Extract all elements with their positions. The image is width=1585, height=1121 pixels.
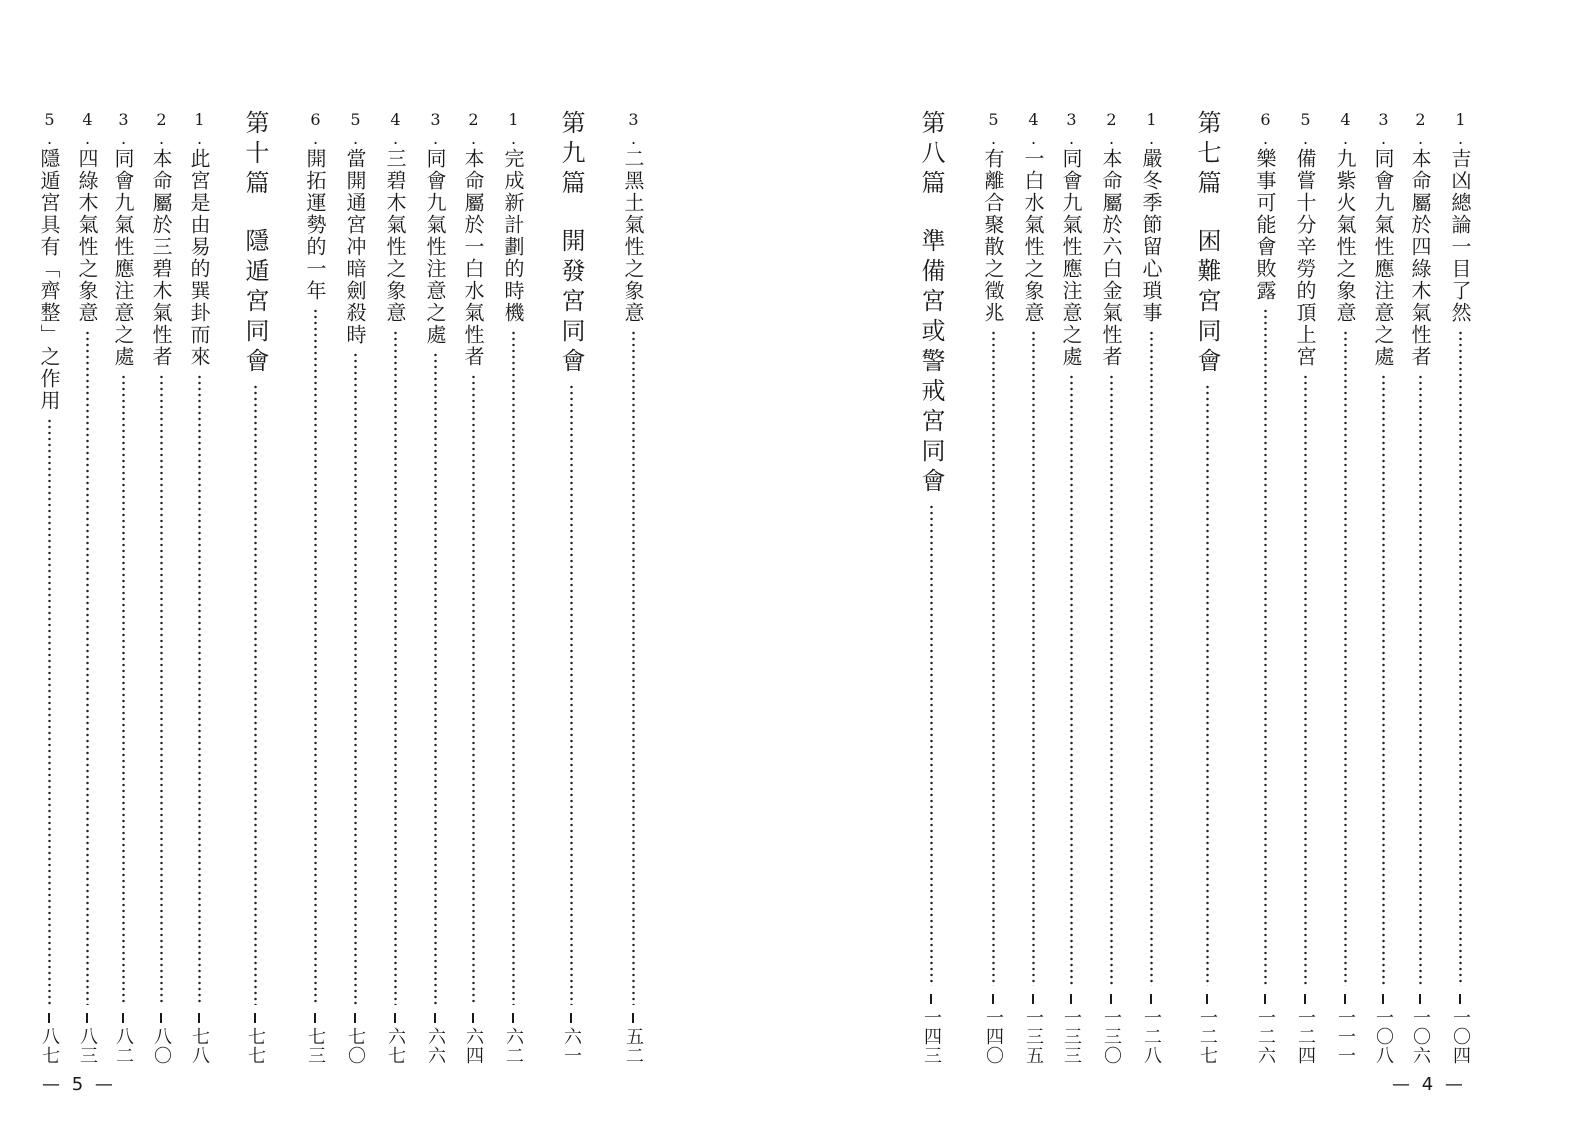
leader-dots — [48, 418, 51, 1005]
entry-number: 3. — [1062, 110, 1081, 148]
page-number: 六一 — [561, 1027, 582, 1065]
entry-title — [463, 110, 483, 368]
page-ref — [386, 1013, 404, 1065]
entry-title — [1450, 110, 1470, 324]
toc-entry — [1096, 110, 1126, 1065]
chapter-heading — [1192, 110, 1222, 1065]
chapter-heading — [556, 110, 586, 1065]
entry-number: 2. — [1102, 110, 1121, 148]
entry-title — [1061, 110, 1081, 368]
entry-title-text: 吉凶總論一目了然 — [1448, 148, 1472, 324]
toc-entry — [458, 110, 488, 1065]
toc-entry — [1405, 110, 1435, 1065]
toc-entry — [1290, 110, 1320, 1065]
leader-dots — [1150, 330, 1153, 986]
page-ref — [1411, 994, 1429, 1065]
entry-title — [1410, 110, 1430, 368]
toc-entry — [1250, 110, 1280, 1065]
entry-number: 4. — [78, 110, 97, 148]
entry-title-text: 本命屬於三碧木氣性者 — [149, 148, 173, 368]
leader-dots — [198, 374, 201, 1005]
entry-title-text: 九紫火氣性之象意 — [1333, 148, 1357, 324]
left-page — [0, 0, 790, 1121]
entry-title — [1335, 110, 1355, 324]
right-page — [790, 0, 1585, 1121]
entry-number: 1. — [1142, 110, 1161, 148]
leader-dots — [472, 374, 475, 1005]
page-ref — [624, 1013, 642, 1065]
page-ref — [1024, 994, 1042, 1065]
entry-number: 3. — [624, 110, 643, 148]
leader-dots — [1264, 308, 1267, 986]
entry-number: 5. — [40, 110, 59, 148]
entry-title-text: 三碧木氣性之象意 — [383, 148, 407, 324]
entry-title — [559, 110, 583, 378]
entry-title-text: 本命屬於一白水氣性者 — [461, 148, 485, 368]
page-number: 一二四 — [1295, 1008, 1316, 1065]
page-number: 一〇六 — [1410, 1008, 1431, 1065]
entry-title-text: 樂事可能會敗露 — [1253, 148, 1277, 302]
page-ref — [114, 1013, 132, 1065]
entry-title — [77, 110, 97, 324]
page-ref — [426, 1013, 444, 1065]
toc-entry — [1136, 110, 1166, 1065]
chapter-subtitle: 開發宮同會 — [557, 228, 585, 378]
entry-number: 5. — [1296, 110, 1315, 148]
page-number: 五二 — [623, 1027, 644, 1065]
entry-title — [1101, 110, 1121, 368]
entry-title — [345, 110, 365, 346]
page-number: 一四三 — [921, 1008, 942, 1065]
leader-dots — [86, 330, 89, 1005]
page-number: 一二六 — [1255, 1008, 1276, 1065]
leader-dots — [632, 330, 635, 1005]
leader-dots — [1344, 330, 1347, 986]
page-number: 六六 — [425, 1027, 446, 1065]
page-ref — [306, 1013, 324, 1065]
entry-title-text: 同會九氣性應注意之處 — [111, 148, 135, 368]
toc-entry — [184, 110, 214, 1065]
page-ref — [504, 1013, 522, 1065]
leader-dots — [1032, 330, 1035, 986]
leader-dots — [1070, 374, 1073, 986]
entry-title-text: 第七篇 — [1193, 110, 1221, 200]
entry-title — [39, 110, 59, 412]
entry-number: 3. — [1374, 110, 1393, 148]
entry-title — [919, 110, 943, 498]
entry-title-text: 同會九氣性應注意之處 — [1059, 148, 1083, 368]
entry-title — [425, 110, 445, 346]
entry-title — [1141, 110, 1161, 324]
chapter-subtitle: 困難宮同會 — [1193, 228, 1221, 378]
leader-dots — [434, 352, 437, 1005]
entry-title-text: 本命屬於六白金氣性者 — [1099, 148, 1123, 368]
leader-dots — [160, 374, 163, 1005]
entry-number: 4. — [386, 110, 405, 148]
page-number: 八三 — [77, 1027, 98, 1065]
chapter-heading — [240, 110, 270, 1065]
entry-title — [623, 110, 643, 324]
page-ref — [1256, 994, 1274, 1065]
entry-title-text: 第九篇 — [557, 110, 585, 200]
leader-dots — [512, 330, 515, 1005]
toc-entry — [146, 110, 176, 1065]
page-number: 一一一 — [1335, 1008, 1356, 1065]
entry-number: 1. — [1451, 110, 1470, 148]
entry-title-text: 第八篇 — [917, 110, 945, 200]
page-ref — [346, 1013, 364, 1065]
entry-number: 1. — [190, 110, 209, 148]
page-ref — [1296, 994, 1314, 1065]
page-number: 一三〇 — [1101, 1008, 1122, 1065]
entry-title-text: 二黑土氣性之象意 — [621, 148, 645, 324]
leader-dots — [254, 384, 257, 1005]
toc-entry — [498, 110, 528, 1065]
page-ref — [984, 994, 1002, 1065]
page-number: 一四〇 — [983, 1008, 1004, 1065]
page-number: 八〇 — [151, 1027, 172, 1065]
toc-entry — [978, 110, 1008, 1065]
page-ref — [40, 1013, 58, 1065]
entry-title — [113, 110, 133, 368]
toc-entry — [340, 110, 370, 1065]
page-ref — [1198, 994, 1216, 1065]
entry-title-text: 同會九氣性注意之處 — [423, 148, 447, 346]
toc-entry — [1018, 110, 1048, 1065]
entry-title-text: 備嘗十分辛勞的頂上宮 — [1293, 148, 1317, 368]
page-ref — [1336, 994, 1354, 1065]
page-ref — [246, 1013, 264, 1065]
toc-entry — [420, 110, 450, 1065]
entry-title — [305, 110, 325, 302]
entry-number: 4. — [1336, 110, 1355, 148]
page-number: 一三五 — [1023, 1008, 1044, 1065]
entry-number: 2. — [464, 110, 483, 148]
entry-title — [1295, 110, 1315, 368]
page-number: 一二八 — [1141, 1008, 1162, 1065]
entry-title — [1373, 110, 1393, 368]
leader-dots — [1419, 374, 1422, 986]
entry-number: 2. — [1411, 110, 1430, 148]
toc-entry — [34, 110, 64, 1065]
entry-title — [983, 110, 1003, 324]
page-number: 八七 — [39, 1027, 60, 1065]
leader-dots — [930, 504, 933, 986]
chapter-subtitle: 隱遁宮同會 — [241, 228, 269, 378]
toc-entry — [1368, 110, 1398, 1065]
entry-number: 5. — [346, 110, 365, 148]
leader-dots — [122, 374, 125, 1005]
page-ref — [1451, 994, 1469, 1065]
entry-title — [151, 110, 171, 368]
entry-title — [1255, 110, 1275, 302]
entry-title — [1023, 110, 1043, 324]
leader-dots — [992, 330, 995, 986]
toc-entry — [108, 110, 138, 1065]
entry-title-text: 同會九氣性應注意之處 — [1371, 148, 1395, 368]
entry-title-text: 嚴冬季節留心瑣事 — [1139, 148, 1163, 324]
page-number: 六二 — [503, 1027, 524, 1065]
page-number: 一三三 — [1061, 1008, 1082, 1065]
entry-number: 5. — [984, 110, 1003, 148]
entry-title-text: 一白水氣性之象意 — [1021, 148, 1045, 324]
leader-dots — [1206, 384, 1209, 986]
entry-title-text: 四綠木氣性之象意 — [75, 148, 99, 324]
page-number: 七八 — [189, 1027, 210, 1065]
chapter-heading — [916, 110, 946, 1065]
entry-title-text: 隱遁宮具有「齊整」之作用 — [37, 148, 61, 412]
page-ref — [78, 1013, 96, 1065]
entry-number: 6. — [1256, 110, 1275, 148]
leader-dots — [1110, 374, 1113, 986]
page-ref — [1102, 994, 1120, 1065]
page-ref — [152, 1013, 170, 1065]
leader-dots — [1459, 330, 1462, 986]
entry-title-text: 開拓運勢的一年 — [303, 148, 327, 302]
entry-title-text: 此宮是由易的巽卦而來 — [187, 148, 211, 368]
page-ref — [922, 994, 940, 1065]
entry-number: 2. — [152, 110, 171, 148]
entry-title-text: 完成新計劃的時機 — [501, 148, 525, 324]
left-folio: — 5 — — [42, 1074, 116, 1095]
toc-entry — [1330, 110, 1360, 1065]
toc-entry — [1056, 110, 1086, 1065]
entry-number: 3. — [426, 110, 445, 148]
entry-title-text: 本命屬於四綠木氣性者 — [1408, 148, 1432, 368]
page-ref — [190, 1013, 208, 1065]
entry-number: 3. — [114, 110, 133, 148]
entry-title-text: 第十篇 — [241, 110, 269, 200]
page-number: 八二 — [113, 1027, 134, 1065]
entry-title — [243, 110, 267, 378]
entry-title — [385, 110, 405, 324]
entry-title-text: 有離合聚散之徵兆 — [981, 148, 1005, 324]
entry-number: 4. — [1024, 110, 1043, 148]
page-number: 七三 — [305, 1027, 326, 1065]
entry-number: 1. — [504, 110, 523, 148]
entry-title-text: 當開通宮冲暗劍殺時 — [343, 148, 367, 346]
leader-dots — [314, 308, 317, 1005]
entry-title — [503, 110, 523, 324]
toc-entry — [72, 110, 102, 1065]
page-ref — [562, 1013, 580, 1065]
toc-entry — [618, 110, 648, 1065]
page-ref — [1062, 994, 1080, 1065]
page-number: 七〇 — [345, 1027, 366, 1065]
toc-entry — [300, 110, 330, 1065]
toc-entry — [1445, 110, 1475, 1065]
page-ref — [464, 1013, 482, 1065]
page-number: 一〇四 — [1450, 1008, 1471, 1065]
leader-dots — [1382, 374, 1385, 986]
leader-dots — [394, 330, 397, 1005]
right-folio: — 4 — — [1392, 1074, 1466, 1095]
page-number: 六七 — [385, 1027, 406, 1065]
page-number: 一二七 — [1197, 1008, 1218, 1065]
page-number: 六四 — [463, 1027, 484, 1065]
page-ref — [1374, 994, 1392, 1065]
leader-dots — [1304, 374, 1307, 986]
page-ref — [1142, 994, 1160, 1065]
page-number: 七七 — [245, 1027, 266, 1065]
leader-dots — [570, 384, 573, 1005]
leader-dots — [354, 352, 357, 1005]
entry-title — [189, 110, 209, 368]
chapter-subtitle: 準備宮或警戒宮同會 — [917, 228, 945, 498]
entry-number: 6. — [306, 110, 325, 148]
toc-entry — [380, 110, 410, 1065]
page-number: 一〇八 — [1373, 1008, 1394, 1065]
entry-title — [1195, 110, 1219, 378]
